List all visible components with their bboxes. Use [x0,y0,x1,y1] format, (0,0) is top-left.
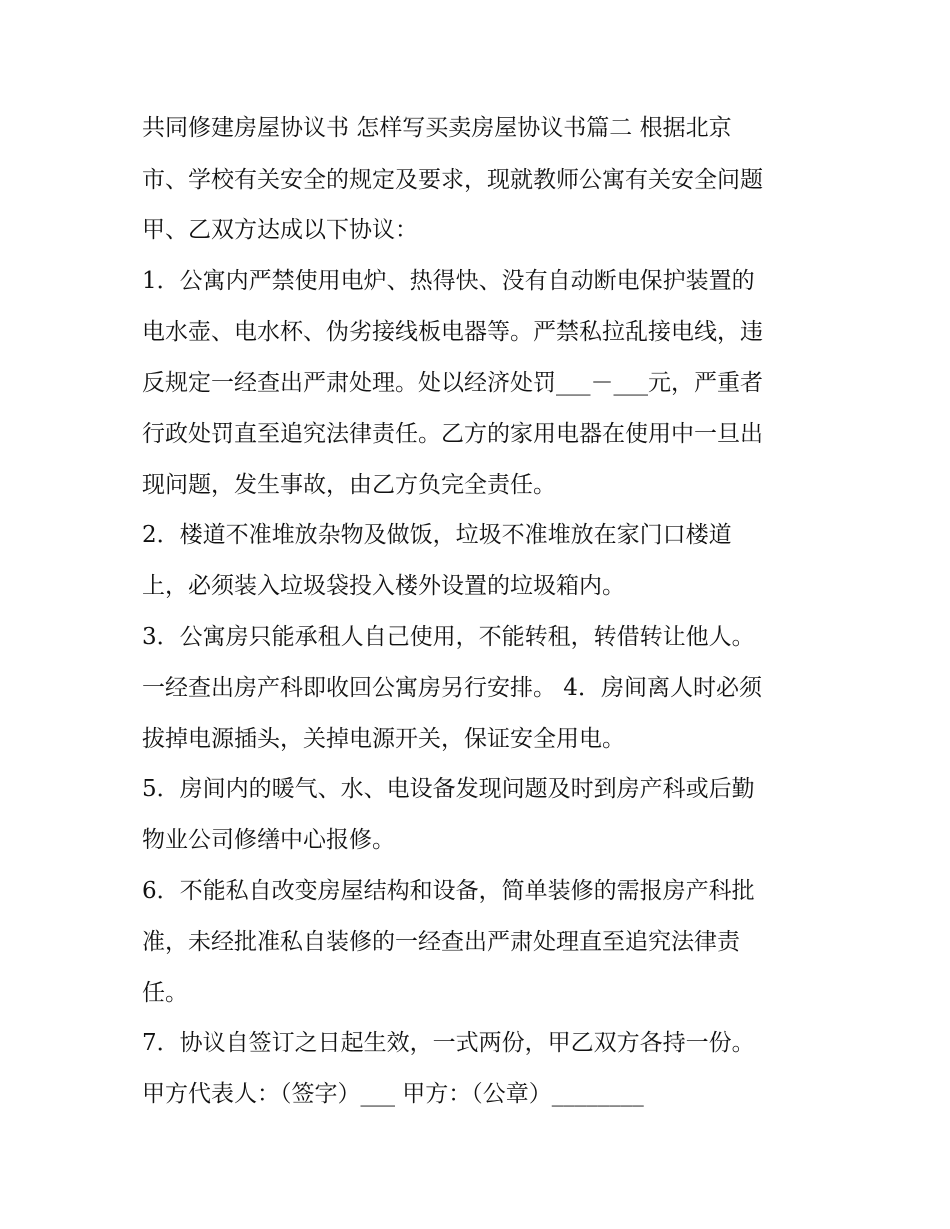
text-line: 物业公司修缮中心报修。 [142,827,395,853]
text-line: 任。 [142,980,188,1006]
text-line: 上，必须装入垃圾袋投入楼外设置的垃圾箱内。 [142,573,625,599]
text-line: 甲方代表人：（签字）___ 甲方：（公章）________ [142,1081,644,1107]
text-line: 行政处罚直至追究法律责任。乙方的家用电器在使用中一旦出 [142,421,763,447]
text-line: 现问题，发生事故，由乙方负完全责任。 [142,472,556,498]
text-line: 7．协议自签订之日起生效，一式两份，甲乙双方各持一份。 [142,1030,755,1056]
text-line: 准，未经批准私自装修的一经查出严肃处理直至追究法律责 [142,929,740,955]
text-line: 共同修建房屋协议书 怎样写买卖房屋协议书篇二 根据北京 [142,115,732,141]
text-line: 市、学校有关安全的规定及要求，现就教师公寓有关安全问题 [142,167,763,193]
text-line: 3．公寓房只能承租人自己使用，不能转租，转借转让他人。 [142,624,755,650]
text-line: 5．房间内的暖气、水、电设备发现问题及时到房产科或后勤 [142,776,755,802]
text-line: 甲、乙双方达成以下协议： [142,217,418,243]
text-line: 电水壶、电水杯、伪劣接线板电器等。严禁私拉乱接电线，违 [142,319,763,345]
text-line: 6．不能私自改变房屋结构和设备，简单装修的需报房产科批 [142,878,755,904]
text-line: 一经查出房产科即收回公寓房另行安排。 4．房间离人时必须 [142,675,762,701]
text-line: 拔掉电源插头，关掉电源开关，保证安全用电。 [142,726,625,752]
text-line: 反规定一经查出严肃处理。处以经济处罚___－___元，严重者 [142,370,763,396]
text-line: 1．公寓内严禁使用电炉、热得快、没有自动断电保护装置的 [142,268,755,294]
text-line: 2．楼道不准堆放杂物及做饭，垃圾不准堆放在家门口楼道 [142,522,732,548]
